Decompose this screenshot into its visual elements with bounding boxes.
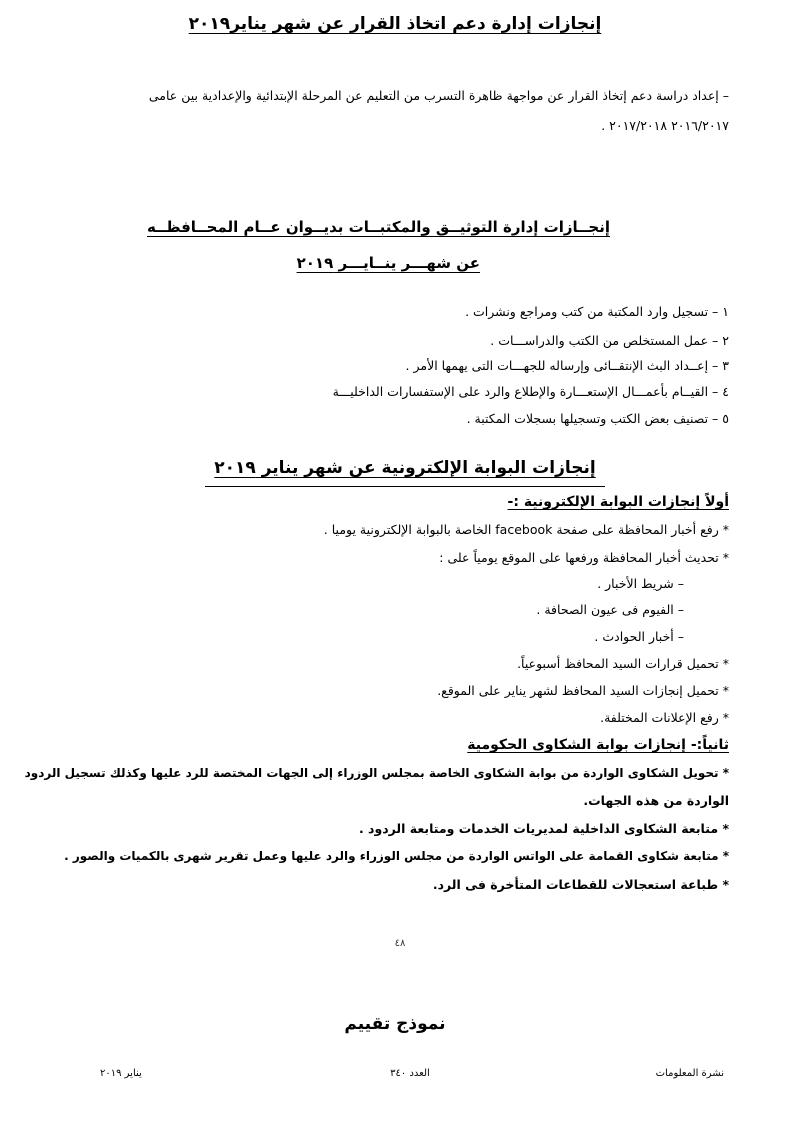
portal-subitem: – شريط الأخبار . <box>597 576 684 591</box>
portal-subitem: – الفيوم فى عيون الصحافة . <box>536 602 684 617</box>
portal-item: * رفع أخبار المحافظة على صفحة facebook الخاصة بالبوابة الإلكترونية يوميا . <box>323 522 729 537</box>
section2-title-line1: إنجــازات إدارة التوثيــق والمكتبــات بديــوان عــام المحــافظــه <box>146 218 610 236</box>
section1-title: إنجازات إدارة دعم اتخاذ القرار عن شهر يناير٢٠١٩ <box>188 14 602 34</box>
footer-date: يناير ٢٠١٩ <box>100 1068 142 1079</box>
portal-item: * تحميل إنجازات السيد المحافظ لشهر يناير على الموقع. <box>437 683 729 698</box>
complaints-item: * متابعة شكاوى القمامة على الواتس الواردة من مجلس الوزراء والرد عليها وعمل تقرير شهرى بالكميات والصور . <box>64 849 729 863</box>
portal-item: * تحميل قرارات السيد المحافظ أسبوعياً. <box>517 656 729 671</box>
section1-paragraph-line1: – إعداد دراسة دعم إتخاذ القرار عن مواجهة ظاهرة التسرب من التعليم عن المرحلة الإبتدائية والإعدادية بين عامى <box>148 88 729 103</box>
section2-item: ٤ – القيــام بأعمـــال الإستعـــارة والإطلاع والرد على الإستفسارات الداخليـــة <box>332 384 729 399</box>
footer-issue: العدد ٣٤٠ <box>390 1068 430 1079</box>
portal-subitem: – أخبار الحوادث . <box>594 629 684 644</box>
section2-item: ٣ – إعــداد البث الإنتقــائى وإرساله للجهـــات التى يهمها الأمر . <box>405 358 729 373</box>
complaints-item: * طباعة استعجالات للقطاعات المتأخرة فى الرد. <box>432 877 729 892</box>
portal-item: * رفع الإعلانات المختلفة. <box>600 710 729 725</box>
section1-paragraph-line2: ٢٠١٦/٢٠١٧ ٢٠١٧/٢٠١٨ . <box>601 118 729 133</box>
footer-publication: نشرة المعلومات <box>655 1068 724 1079</box>
complaints-item: * متابعة الشكاوى الداخلية لمديريات الخدمات ومتابعة الردود . <box>358 821 729 836</box>
portal-item: * تحديث أخبار المحافظة ورفعها على الموقع يومياً على : <box>439 550 729 565</box>
section2-item: ٢ – عمل المستخلص من الكتب والدراســـات . <box>490 333 729 348</box>
section3-sub2-heading: ثانياً:- إنجازات بوابة الشكاوى الحكومية <box>467 737 729 753</box>
section3-title-rule <box>205 486 605 487</box>
section2-item: ١ – تسجيل وارد المكتبة من كتب ومراجع ونشرات . <box>465 304 729 319</box>
section3-sub1-heading: أولاً إنجازات البوابة الإلكترونية :- <box>507 494 729 510</box>
section2-item: ٥ – تصنيف بعض الكتب وتسجيلها بسجلات المكتبة . <box>466 411 729 426</box>
complaints-item-continuation: الواردة من هذه الجهات. <box>583 793 729 808</box>
section2-title-line2: عن شهـــر ينــايـــر ٢٠١٩ <box>296 254 480 272</box>
complaints-item: * تحويل الشكاوى الواردة من بوابة الشكاوى الخاصة بمجلس الوزراء إلى الجهات المختصة للرد عليها وكذلك تسجيل الردود <box>24 766 729 780</box>
section3-title: إنجازات البوابة الإلكترونية عن شهر يناير ٢٠١٩ <box>214 458 596 478</box>
page-number: ٤٨ <box>394 938 406 949</box>
evaluation-title: نموذج تقييم <box>344 1014 446 1034</box>
